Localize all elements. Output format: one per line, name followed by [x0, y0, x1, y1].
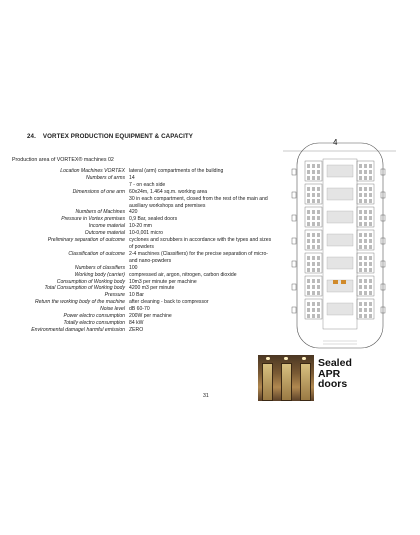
spec-row — [12, 272, 274, 279]
spec-row — [12, 306, 274, 313]
vortex-machine — [359, 210, 362, 214]
vortex-machine — [364, 239, 367, 243]
spec-row — [12, 237, 274, 251]
vortex-machine — [369, 291, 372, 295]
vortex-machine — [359, 279, 362, 283]
vortex-machine — [307, 245, 310, 249]
vortex-machine — [364, 256, 367, 260]
sealed-door-marker — [292, 261, 296, 267]
vortex-machine — [312, 302, 315, 306]
vortex-machine — [312, 216, 315, 220]
vortex-machine — [364, 285, 367, 289]
vortex-machine — [307, 239, 310, 243]
spec-value: 10-20 mm — [129, 223, 152, 230]
vortex-machine — [307, 291, 310, 295]
spec-row — [12, 230, 274, 237]
vortex-machine — [312, 291, 315, 295]
door — [300, 363, 311, 401]
spec-value: 14 7 - on each side — [129, 174, 166, 188]
spec-value: cyclones and scrubbers in accordance with the types and sizes of powders — [129, 237, 272, 250]
spec-row — [12, 209, 274, 216]
vortex-machine — [312, 314, 315, 318]
vortex-machine — [317, 256, 320, 260]
sealed-door-marker — [292, 284, 296, 290]
spec-label: Income material — [88, 223, 125, 230]
spec-label: Pressure — [104, 292, 125, 299]
spec-value: 10m3 per minute per machine — [129, 278, 197, 285]
vortex-machine — [364, 302, 367, 306]
vortex-machine — [369, 216, 372, 220]
vortex-machine — [307, 256, 310, 260]
production-area-line: Production area of VORTEX® machines 02 — [12, 157, 114, 163]
vortex-machine — [312, 222, 315, 226]
vortex-machine — [364, 193, 367, 197]
vortex-machine — [312, 262, 315, 266]
spec-row — [12, 279, 274, 286]
vortex-machine — [369, 279, 372, 283]
spec-label: Classification of outcome — [68, 250, 125, 257]
spec-value: 420 — [129, 209, 138, 216]
vortex-machine — [369, 314, 372, 318]
vortex-machine — [312, 233, 315, 237]
vortex-machine — [364, 187, 367, 191]
spec-value: 10-0,001 micro — [129, 230, 163, 237]
vortex-machine — [307, 164, 310, 168]
highlight-machine — [333, 280, 338, 284]
vortex-machine — [369, 233, 372, 237]
spec-value: after cleaning - back to compressor — [129, 299, 209, 306]
vortex-machine — [312, 268, 315, 272]
vortex-machine — [317, 308, 320, 312]
vortex-machine — [312, 279, 315, 283]
vortex-machine — [312, 187, 315, 191]
vortex-machine — [369, 268, 372, 272]
floor-plan — [283, 137, 396, 352]
spec-value: ZERO — [129, 326, 144, 333]
vortex-machine — [364, 268, 367, 272]
vortex-machine — [359, 199, 362, 203]
vortex-machine — [312, 256, 315, 260]
spec-label: Environmental damage\ harmful emission — [31, 326, 125, 333]
sealed-door-marker — [292, 169, 296, 175]
page-number: 31 — [203, 393, 209, 399]
vortex-machine — [317, 170, 320, 174]
vortex-machine — [307, 170, 310, 174]
vortex-machine — [307, 193, 310, 197]
vortex-machine — [317, 262, 320, 266]
photo-caption — [318, 358, 388, 390]
vortex-machine — [317, 176, 320, 180]
vortex-machine — [359, 222, 362, 226]
spec-row — [12, 320, 274, 327]
vortex-machine — [364, 164, 367, 168]
spec-value: 60x24m, 1.464 sq.m. working area 30 in each compartment, closed from the rest of the main and auxiliary workshops and premises — [129, 188, 268, 209]
vortex-machine — [364, 279, 367, 283]
vortex-machine — [369, 170, 372, 174]
vortex-machine — [317, 279, 320, 283]
vortex-machine — [359, 193, 362, 197]
spec-label: Working body (carrier) — [74, 271, 125, 278]
spec-label: Numbers of classifiers — [74, 264, 125, 271]
spec-label: Numbers of Machines — [75, 209, 125, 216]
spec-row — [12, 216, 274, 223]
corridor-equipment — [327, 211, 353, 223]
spec-label: Pressure in Vortex premises — [61, 216, 125, 223]
vortex-machine — [317, 199, 320, 203]
sealed-door-marker — [292, 238, 296, 244]
spec-label: Location Machines VORTEX — [60, 168, 125, 174]
vortex-machine — [369, 285, 372, 289]
caption-line: doors — [318, 378, 348, 390]
spec-label: Total Consumption of Working body — [44, 285, 125, 292]
vortex-machine — [369, 193, 372, 197]
vortex-machine — [359, 256, 362, 260]
spec-value: 0,9 Bar, sealed doors — [129, 216, 178, 223]
vortex-machine — [312, 176, 315, 180]
vortex-machine — [359, 308, 362, 312]
spec-row — [12, 168, 274, 175]
vortex-machine — [369, 222, 372, 226]
corridor-equipment — [327, 257, 353, 269]
spec-label: Return the working body of the machine — [34, 299, 125, 306]
vortex-machine — [307, 279, 310, 283]
vortex-machine — [312, 239, 315, 243]
vortex-machine — [359, 233, 362, 237]
spec-row — [12, 175, 274, 189]
sealed-door-marker — [292, 192, 296, 198]
caption-line: Sealed — [318, 357, 352, 369]
door — [262, 363, 273, 401]
section-number: 24. — [27, 133, 36, 140]
vortex-machine — [359, 187, 362, 191]
spec-label: Power electro consumption — [63, 313, 125, 320]
vortex-machine — [307, 314, 310, 318]
sealed-doors-photo — [258, 355, 314, 401]
spec-row — [12, 189, 274, 210]
vortex-machine — [317, 245, 320, 249]
spec-row — [12, 299, 274, 306]
vortex-machine — [312, 285, 315, 289]
spec-label: Consumption of Working body — [56, 278, 125, 285]
vortex-machine — [364, 222, 367, 226]
corridor-equipment — [327, 234, 353, 246]
vortex-machine — [359, 262, 362, 266]
vortex-machine — [364, 176, 367, 180]
vortex-machine — [312, 193, 315, 197]
spec-value: 84 kW — [129, 319, 144, 326]
vortex-machine — [364, 291, 367, 295]
caption-line: APR — [318, 367, 341, 380]
plan-number: 4 — [333, 138, 338, 147]
vortex-machine — [369, 245, 372, 249]
corridor-equipment — [327, 303, 353, 315]
spec-label: Outcome material — [84, 230, 125, 237]
vortex-machine — [359, 164, 362, 168]
ceiling-light — [302, 357, 306, 360]
vortex-machine — [307, 302, 310, 306]
corridor-equipment — [327, 165, 353, 177]
spec-label: Noise level — [100, 306, 125, 313]
vortex-machine — [307, 187, 310, 191]
vortex-machine — [307, 285, 310, 289]
vortex-machine — [307, 262, 310, 266]
sealed-door-marker — [292, 307, 296, 313]
vortex-machine — [312, 245, 315, 249]
vortex-machine — [369, 199, 372, 203]
vortex-machine — [369, 176, 372, 180]
vortex-machine — [364, 170, 367, 174]
vortex-machine — [307, 222, 310, 226]
vortex-machine — [369, 210, 372, 214]
vortex-machine — [364, 245, 367, 249]
vortex-machine — [317, 222, 320, 226]
vortex-machine — [369, 308, 372, 312]
spec-row — [12, 285, 274, 292]
spec-value: lateral (arm) compartments of the building — [129, 168, 224, 174]
vortex-machine — [317, 314, 320, 318]
spec-row — [12, 265, 274, 272]
vortex-machine — [369, 262, 372, 266]
highlight-machine — [341, 280, 346, 284]
vortex-machine — [307, 176, 310, 180]
section-title: VORTEX PRODUCTION EQUIPMENT & CAPACITY — [42, 133, 194, 140]
spec-row — [12, 251, 274, 265]
spec-value: 200W per machine — [129, 313, 172, 320]
vortex-machine — [307, 216, 310, 220]
vortex-machine — [312, 308, 315, 312]
vortex-machine — [312, 210, 315, 214]
spec-label: Numbers of arms — [85, 174, 125, 181]
spec-value: dB 60-70 — [129, 306, 150, 313]
spec-value: compressed air, argon, nitrogen, carbon dioxide — [129, 271, 237, 278]
ceiling-light — [266, 357, 270, 360]
vortex-machine — [369, 302, 372, 306]
vortex-machine — [317, 285, 320, 289]
vortex-machine — [369, 164, 372, 168]
vortex-machine — [317, 239, 320, 243]
vortex-machine — [364, 210, 367, 214]
vortex-machine — [369, 256, 372, 260]
spec-row — [12, 313, 274, 320]
vortex-machine — [317, 187, 320, 191]
vortex-machine — [312, 164, 315, 168]
vortex-machine — [364, 308, 367, 312]
vortex-machine — [307, 233, 310, 237]
vortex-machine — [364, 216, 367, 220]
vortex-machine — [317, 210, 320, 214]
vortex-machine — [317, 268, 320, 272]
vortex-machine — [359, 302, 362, 306]
vortex-machine — [369, 187, 372, 191]
vortex-machine — [317, 216, 320, 220]
spec-row — [12, 223, 274, 230]
vortex-machine — [307, 210, 310, 214]
vortex-machine — [359, 216, 362, 220]
spec-value: 4200 m3 per minute — [129, 285, 175, 292]
vortex-machine — [317, 302, 320, 306]
sealed-door-marker — [292, 215, 296, 221]
door — [281, 363, 292, 401]
spec-label: Preliminary separation of outcome — [47, 237, 125, 244]
vortex-machine — [307, 268, 310, 272]
ceiling-light — [284, 357, 288, 360]
vortex-machine — [359, 239, 362, 243]
vortex-machine — [359, 314, 362, 318]
spec-row — [12, 292, 274, 299]
spec-value: 2-4 machines (Classifiers) for the precise separation of micro- and nano-powders — [129, 250, 268, 264]
vortex-machine — [359, 268, 362, 272]
vortex-machine — [369, 239, 372, 243]
vortex-machine — [317, 233, 320, 237]
vortex-machine — [359, 176, 362, 180]
vortex-machine — [359, 285, 362, 289]
vortex-machine — [307, 199, 310, 203]
vortex-machine — [364, 314, 367, 318]
spec-label: Totally electro consumption — [63, 319, 125, 326]
vortex-machine — [364, 233, 367, 237]
vortex-machine — [364, 262, 367, 266]
vortex-machine — [312, 199, 315, 203]
section-heading — [27, 133, 193, 140]
spec-label: Dimensions of one arm — [72, 188, 125, 195]
vortex-machine — [307, 308, 310, 312]
vortex-machine — [317, 164, 320, 168]
vortex-machine — [312, 170, 315, 174]
spec-value: 100 — [129, 264, 138, 271]
vortex-machine — [364, 199, 367, 203]
spec-list — [12, 168, 274, 334]
vortex-machine — [359, 245, 362, 249]
vortex-machine — [317, 291, 320, 295]
spec-value: 10 Bar — [129, 292, 145, 299]
vortex-machine — [359, 170, 362, 174]
vortex-machine — [359, 291, 362, 295]
corridor-equipment — [327, 188, 353, 200]
corridor-equipment — [327, 280, 353, 292]
vortex-machine — [317, 193, 320, 197]
spec-row — [12, 327, 274, 334]
